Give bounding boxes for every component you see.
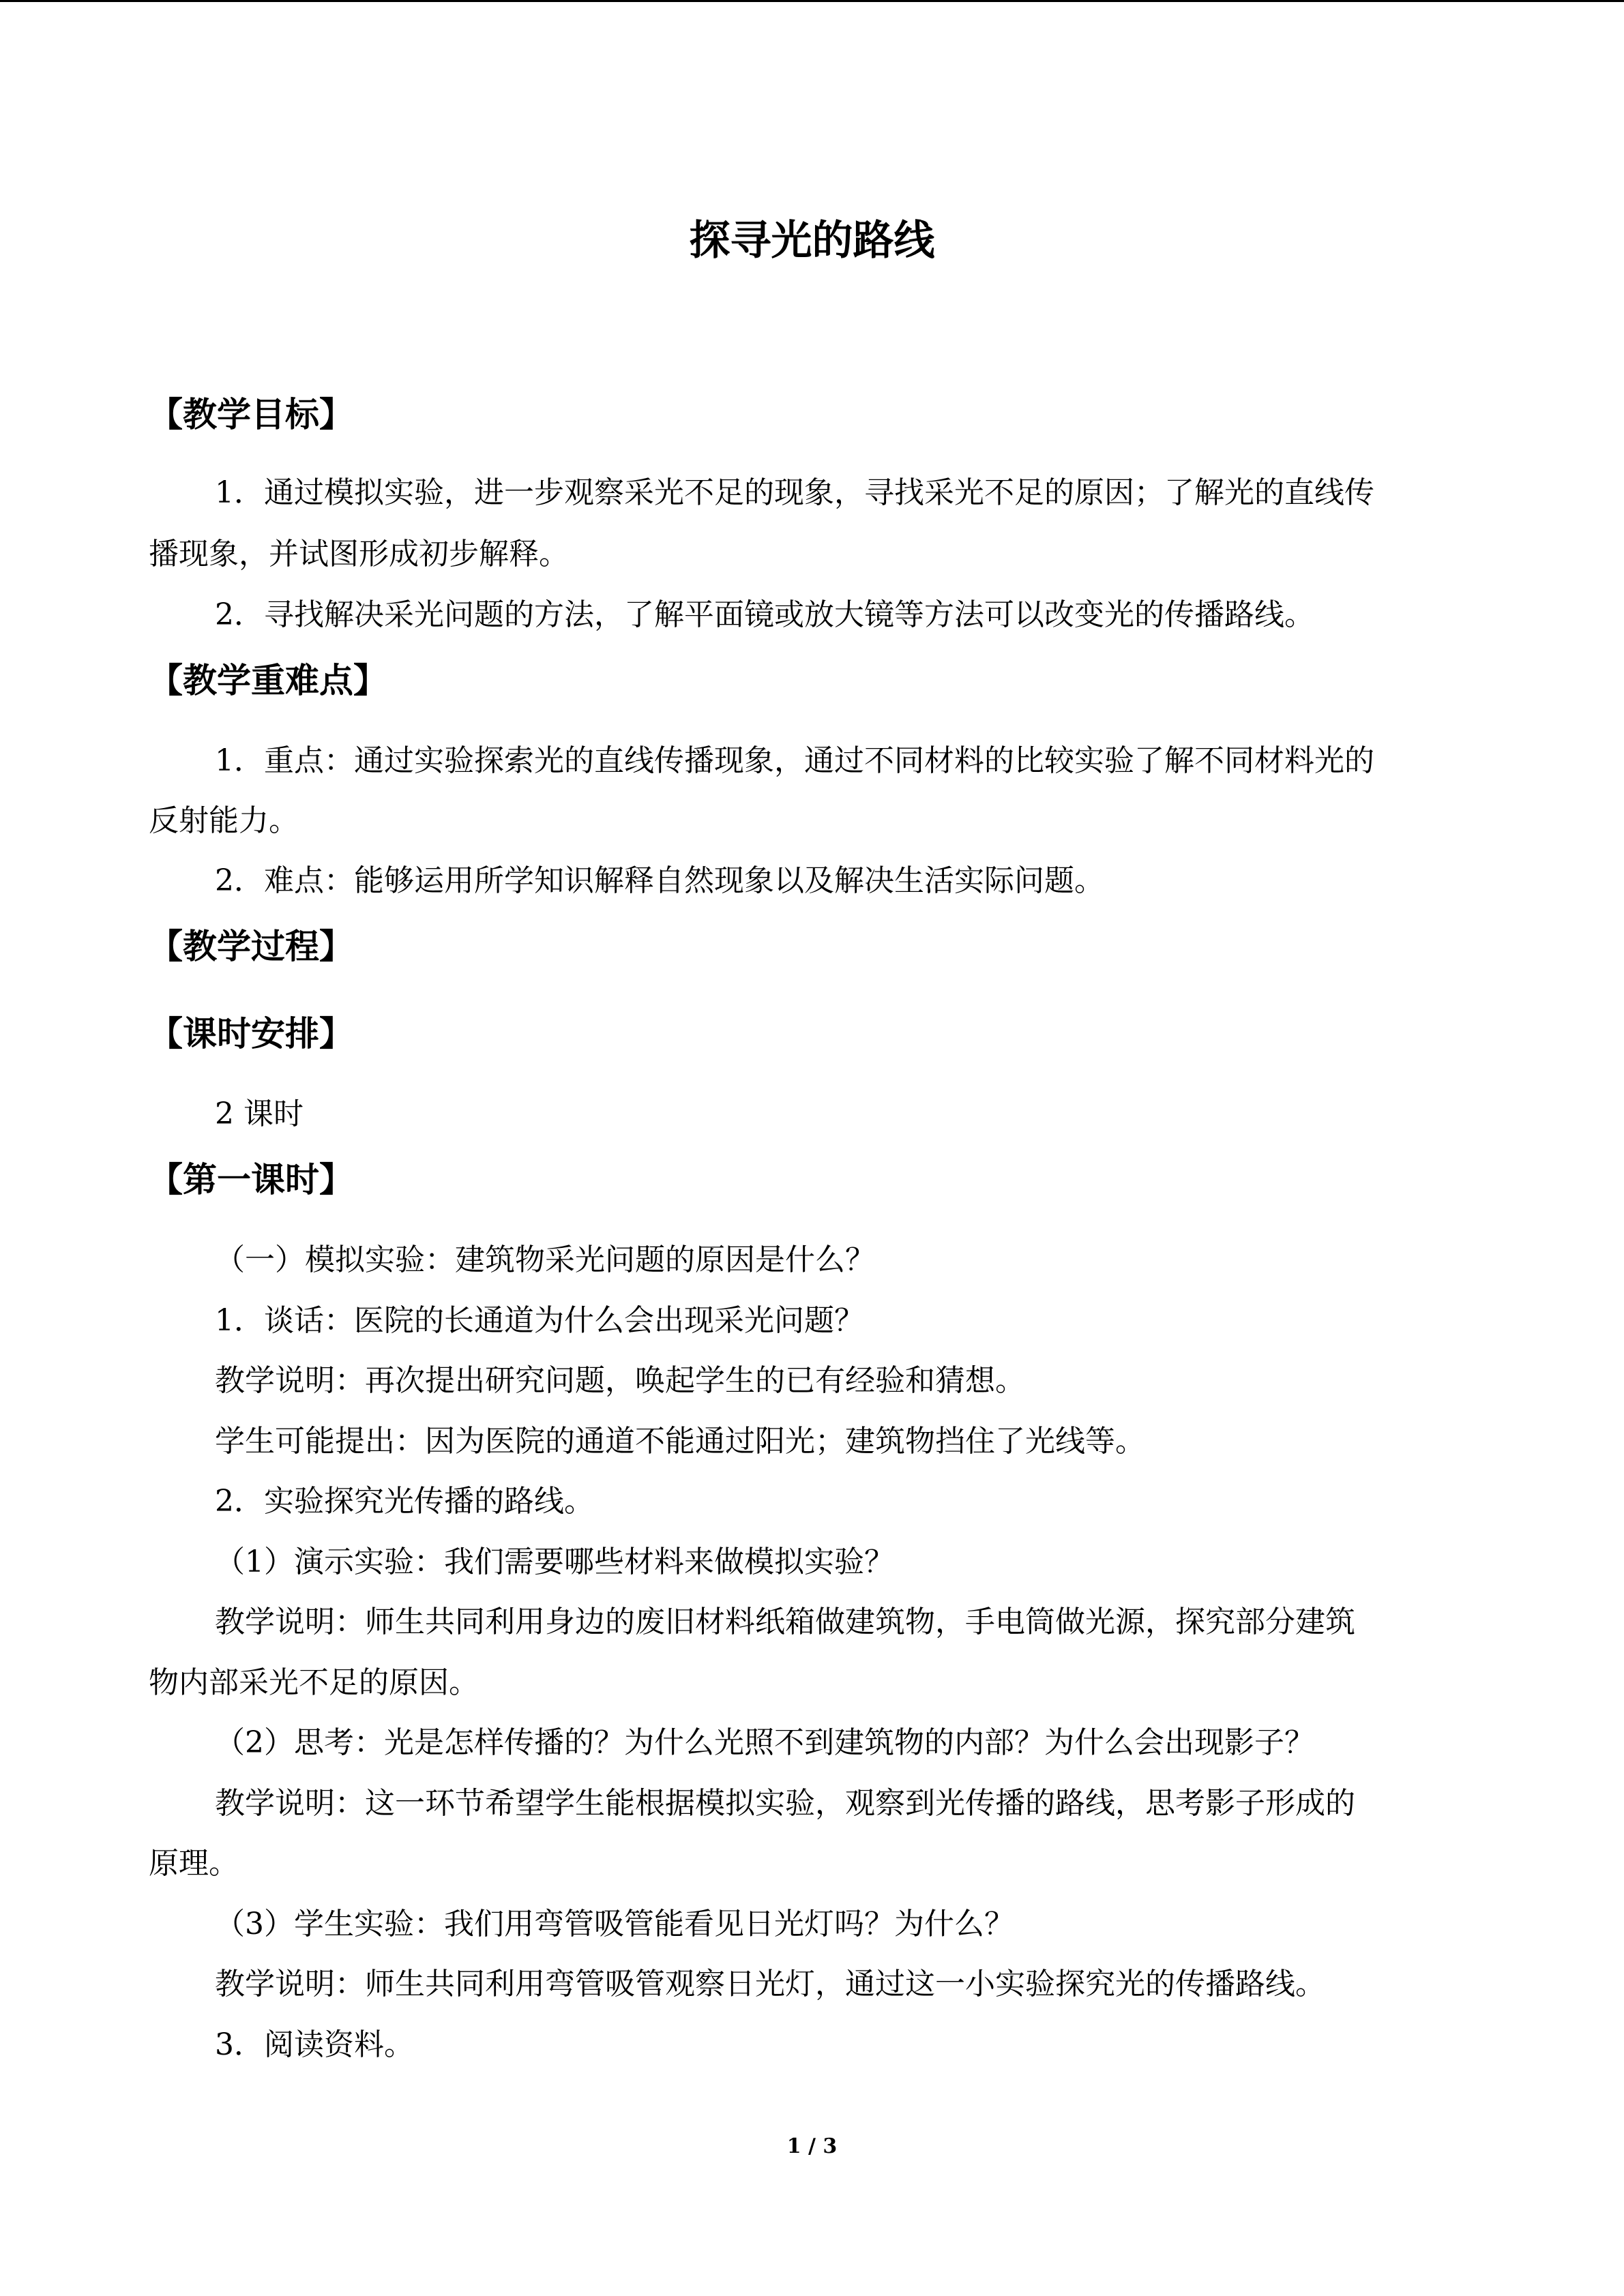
section-heading-key-points: 【教学重难点】 [149,661,387,700]
paragraph: 3．阅读资料。 [215,2027,414,2062]
section-heading-objectives: 【教学目标】 [149,395,353,434]
paragraph: 教学说明：师生共同利用弯管吸管观察日光灯，通过这一小实验探究光的传播路线。 [215,1967,1325,2001]
paragraph: 1．谈话：医院的长通道为什么会出现采光问题？ [215,1303,864,1338]
page-number: 1 / 3 [786,2134,838,2158]
paragraph: 2．实验探究光传播的路线。 [215,1484,594,1519]
paragraph: 2 课时 [215,1097,304,1131]
section-heading-process: 【教学过程】 [149,927,353,966]
paragraph: 反射能力。 [149,803,299,838]
paragraph: 原理。 [149,1846,239,1881]
paragraph: （3）学生实验：我们用弯管吸管能看见日光灯吗？为什么？ [215,1907,1014,1941]
paragraph: （一）模拟实验：建筑物采光问题的原因是什么？ [215,1242,875,1277]
paragraph: 物内部采光不足的原因。 [149,1665,479,1700]
document-title: 探寻光的路线 [689,217,935,265]
paragraph: 1．通过模拟实验，进一步观察采光不足的现象，寻找采光不足的原因；了解光的直线传 [215,475,1374,510]
paragraph: 2．寻找解决采光问题的方法，了解平面镜或放大镜等方法可以改变光的传播路线。 [215,597,1314,632]
top-border-line [0,0,1624,2]
paragraph: 教学说明：这一环节希望学生能根据模拟实验，观察到光传播的路线，思考影子形成的 [215,1786,1355,1821]
section-heading-lesson1: 【第一课时】 [149,1160,353,1199]
paragraph: （2）思考：光是怎样传播的？为什么光照不到建筑物的内部？为什么会出现影子？ [215,1725,1314,1760]
section-heading-schedule: 【课时安排】 [149,1014,353,1054]
paragraph: 播现象，并试图形成初步解释。 [149,537,569,571]
paragraph: （1）演示实验：我们需要哪些材料来做模拟实验？ [215,1545,894,1579]
paragraph: 教学说明：再次提出研究问题，唤起学生的已有经验和猜想。 [215,1363,1025,1398]
paragraph: 学生可能提出：因为医院的通道不能通过阳光；建筑物挡住了光线等。 [215,1424,1145,1459]
paragraph: 教学说明：师生共同利用身边的废旧材料纸箱做建筑物，手电筒做光源，探究部分建筑 [215,1605,1355,1639]
paragraph: 2．难点：能够运用所学知识解释自然现象以及解决生活实际问题。 [215,863,1104,898]
paragraph: 1．重点：通过实验探索光的直线传播现象，通过不同材料的比较实验了解不同材料光的 [215,743,1374,778]
